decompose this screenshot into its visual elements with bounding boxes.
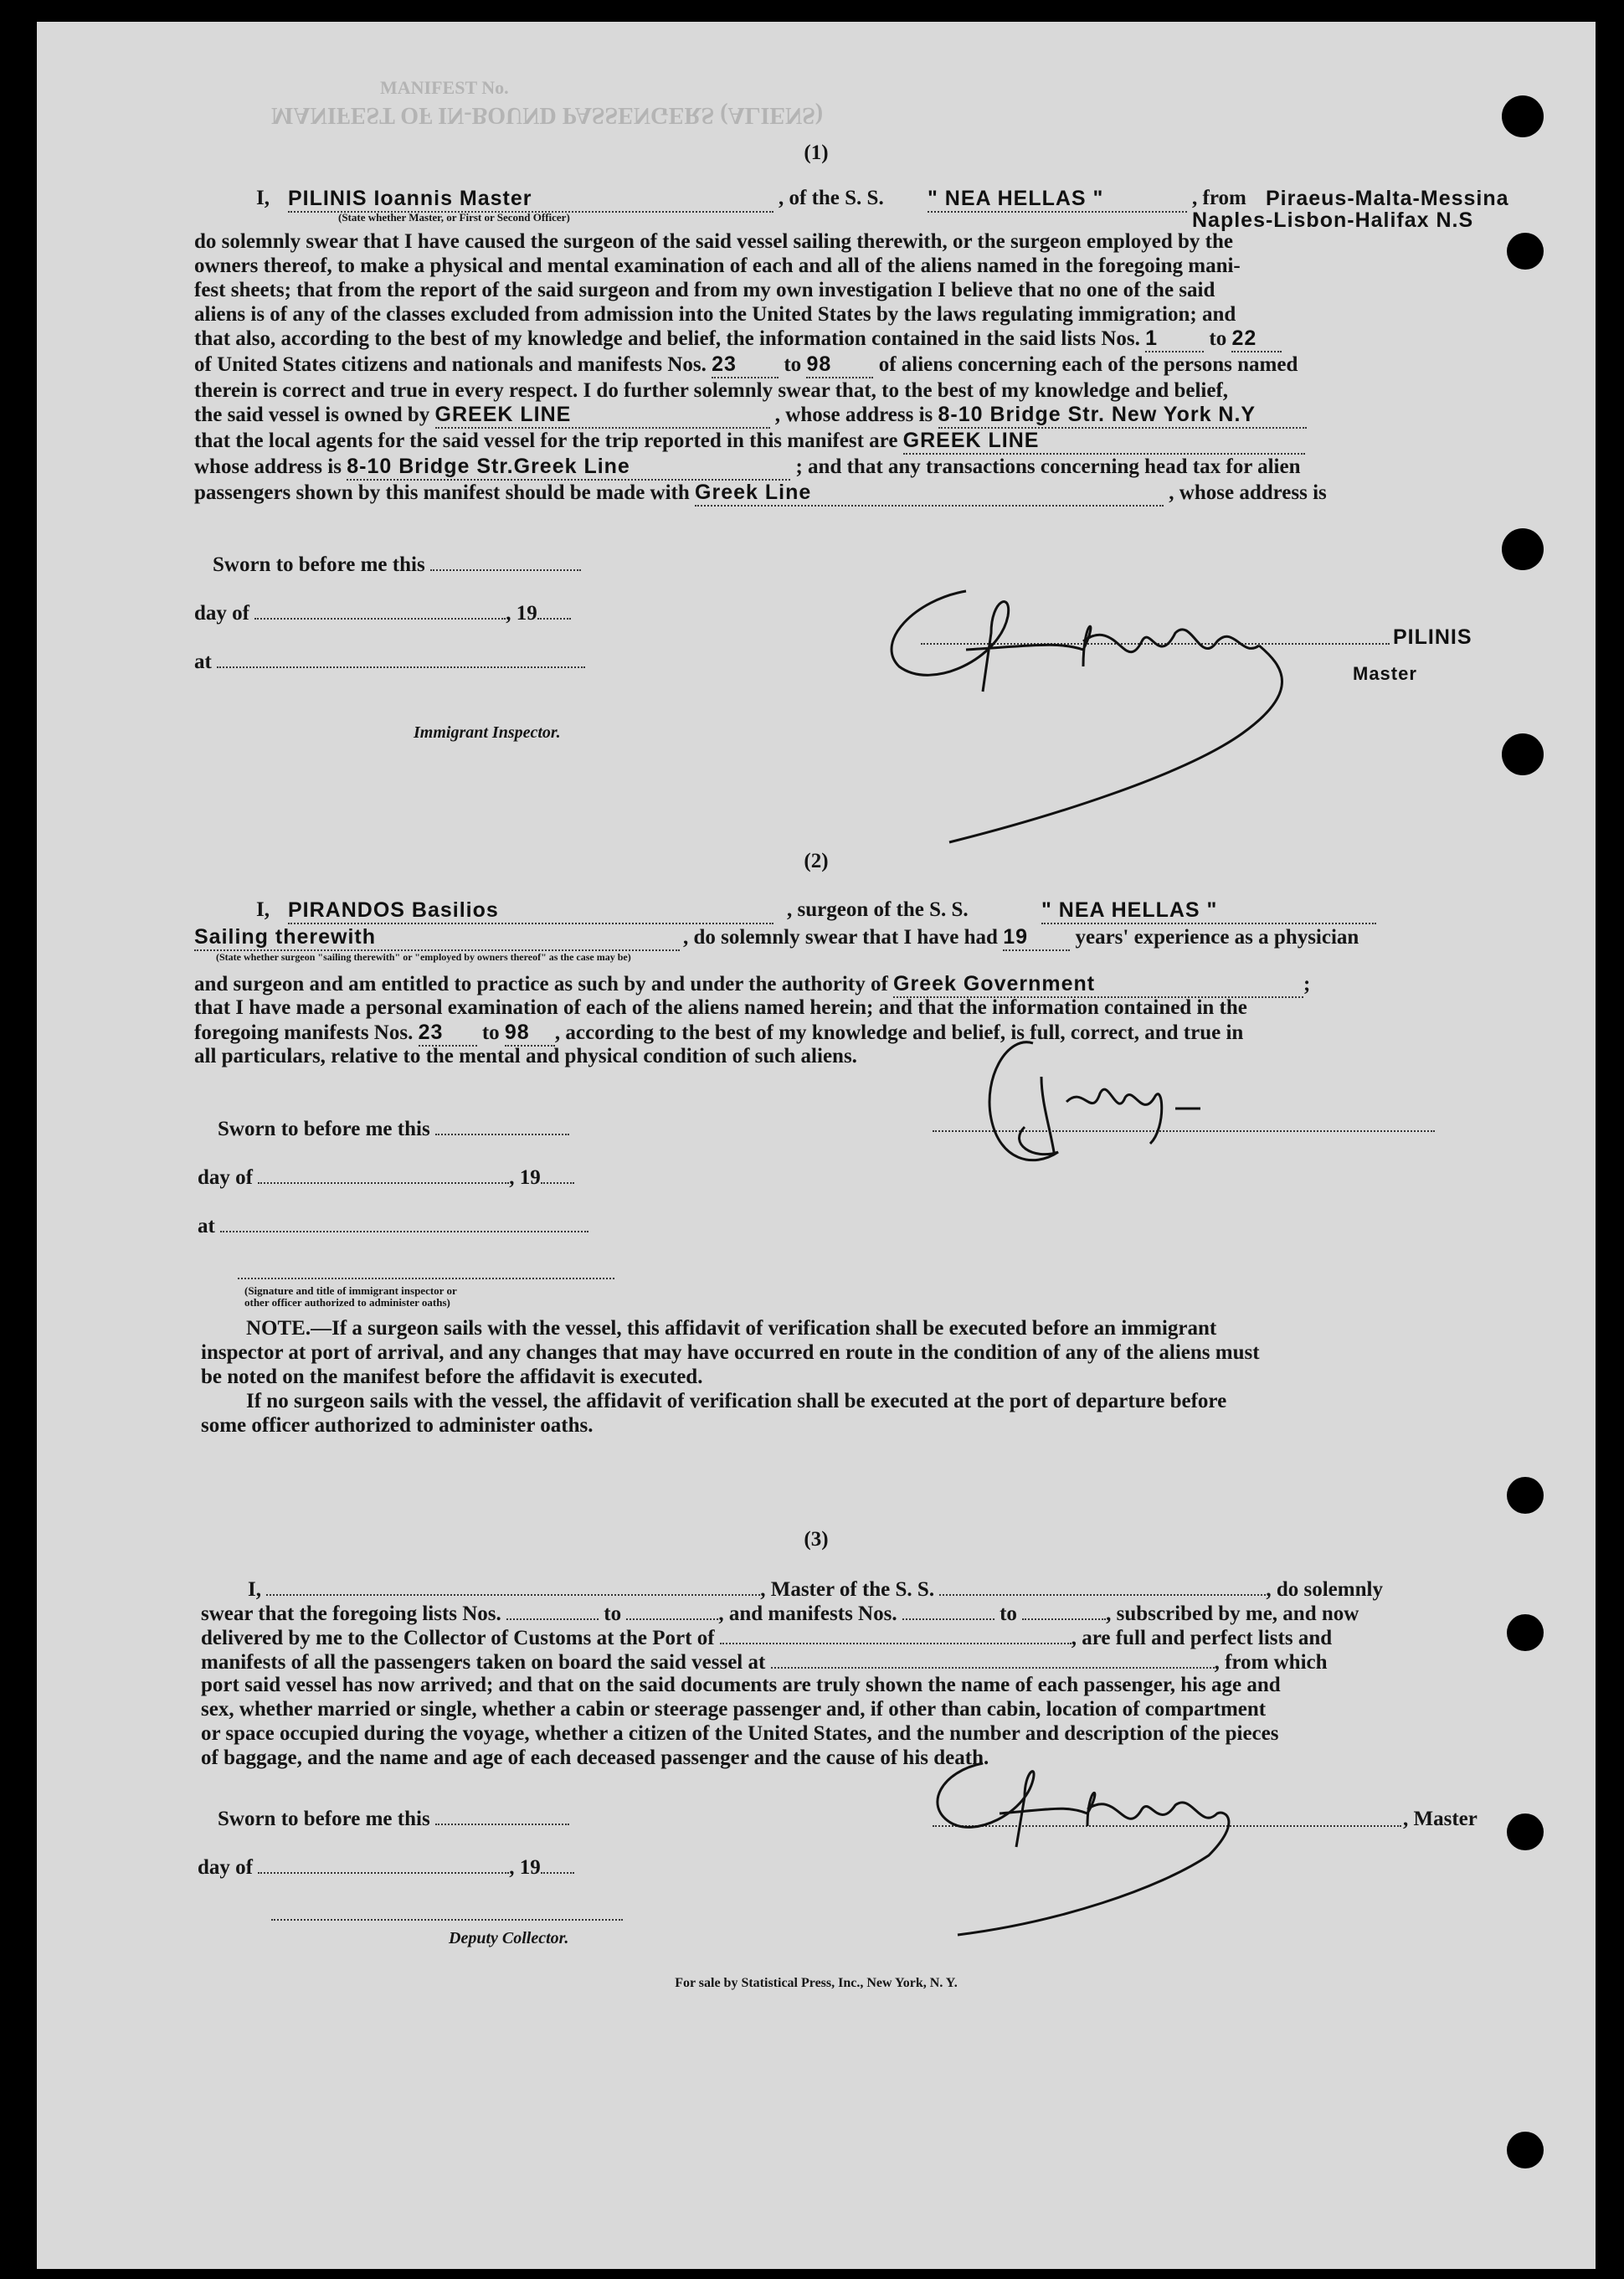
section3-text-8: of baggage, and the name and age of each deceased passenger and the cause of his death. <box>201 1747 989 1769</box>
section3-text-3b: , are full and perfect lists and <box>1071 1627 1333 1649</box>
master-signature-name: PILINIS <box>1393 625 1472 649</box>
master-signature-1 <box>866 566 1334 842</box>
departure-ports-line1: Piraeus-Malta-Messina <box>1266 187 1509 210</box>
section3-number: (3) <box>804 1528 829 1551</box>
note-text-3: be noted on the manifest before the affidavit is executed. <box>201 1366 703 1388</box>
sworn-label-3: Sworn to before me this <box>218 1808 430 1830</box>
section3-master-of: , Master of the S. S. <box>760 1578 935 1601</box>
section3-text-3: delivered by me to the Collector of Customs at the Port of <box>201 1627 715 1649</box>
to-label-2: to <box>481 1021 500 1044</box>
sworn-label-1: Sworn to before me this <box>213 553 425 576</box>
section3-solemnly: , do solemnly <box>1266 1578 1383 1601</box>
section1-text-11: passengers shown by this manifest should be made with <box>194 481 690 504</box>
master-caption: (State whether Master, or First or Second Officer) <box>338 211 570 224</box>
surgeon-of-label: , surgeon of the S. S. <box>787 898 969 921</box>
punch-hole <box>1502 528 1544 570</box>
lists-to-field: 22 <box>1231 327 1282 352</box>
section1-text-8: the said vessel is owned by <box>194 404 430 426</box>
manifest-page: MANIFEST No. MANIFEST OF IN-BOUND PASSENGERS (ALIENS) (1) I, PILINIS Ioannis Master , of the S. S. " NEA HELLAS " , from Piraeus-Malta-Messina (State whether Master, or First or Second Officer) Naples-Lisbon-Halifax N.S do solemnly swear that I have caused the surgeon of the said vessel sailing therewith, or the surgeon employed by the owners thereof, to make a physical and mental examination of each and all of the aliens named in the foregoing mani- fest sheets; that from the report of the said surgeon and from my own investigation I believe that no one of the said aliens is of any of the classes excluded from admission into the United States by the laws regulating immigration; and that also, according to the best of my knowledge and belief, the information contained in the said lists Nos. 1 to 22 of United States citizens and nationals and manifests Nos. 23 to 98 of aliens concerning each of the persons named therein is correct and true in every respect. I do further solemnly swear that, to the best of my knowledge and belief, the said vessel is owned by GREEK LINE , whose address is 8-10 Bridge Str. New York N.Y that the local agents for the said vessel for the trip reported in this manifest are GREEK LINE whose address is 8-10 Bridge Str.Greek Line ; and that any transactions concerning head tax for alien passengers shown by this manifest should be made with Greek Line , whose address is Sworn to before me this day of , 19 at Immigrant Inspector. PILINIS Master (2) I, PIRANDOS Basilios , surgeon of the S. S. " NEA HELLAS " Sailing therewith , do solemnly swear that I have had 19 years' experience as a physician (State whether surgeon "sailing therewith" or "employed by owners thereof" as the case may be) and surgeon and am entitled to practice as such by and under the authority of Greek Government ; that I have made a personal examination of each of the aliens named herein; and that the information contained in the foregoing manifests Nos. 23 to 98 , according to the best of my knowledge and belief, is full, correct, and true in all particulars, relative to the mental and physical condition of such aliens. Sworn to before me this day of , 19 at (Signature and title of immigrant inspector or other officer authorized to administer oaths) NOTE.—If a surgeon sails with the vessel, this affidavit of verification shall be executed before an immigrant inspector at port of arrival, and any changes that may have occurred en route in the condition of any of the aliens must be noted on the manifest before the affidavit is executed. If no surgeon sails with the vessel, the affidavit of verification shall be executed at the port of departure before some officer authorized to administer oaths. (3) I, , Master of the S. S. , do solemnly swear that the foregoing lists Nos. to , and manifests Nos. to , subscribed by me, and now delivered by me to the Collector of Customs at the Port of , are full and perfect lists and manifests of all the passengers taken on board the said vessel at , from which port said vessel has now arrived; and that on the said documents are truly shown the name of each passenger, his age and sex, whether married or single, whether a cabin or steerage passenger and, if other than cabin, location of compartment or space occupied during the voyage, whether a citizen of the United States, and the number and description of the pieces of baggage, and the name and age of each deceased passenger and the cause of his death. Sworn to before me this day of , 19 Deputy Collector. , Master For sale by Statistical Press, Inc., New York, N. Y. <box>37 22 1596 2269</box>
punch-hole <box>1502 95 1544 137</box>
section3-master-label: , Master <box>1403 1808 1478 1830</box>
agents-field: GREEK LINE <box>903 429 1305 455</box>
day-of-label-2: day of <box>198 1166 253 1189</box>
surgeon-status-field: Sailing therewith <box>194 924 680 951</box>
note-text-4: If no surgeon sails with the vessel, the affidavit of verification shall be executed at the port of departure before <box>246 1390 1227 1412</box>
section1-text-11b: , whose address is <box>1169 481 1327 504</box>
lists-from-field: 1 <box>1145 327 1204 352</box>
to-label: to <box>784 353 802 376</box>
sworn-label-2: Sworn to before me this <box>218 1118 430 1140</box>
section3-text-7: or space occupied during the voyage, whether a citizen of the United States, and the number and description of the pieces <box>201 1722 1279 1745</box>
headtax-field: Greek Line <box>695 481 1164 507</box>
address-label: , whose address is <box>774 404 933 426</box>
year-label-2: , 19 <box>509 1166 541 1189</box>
note-text-2: inspector at port of arrival, and any changes that may have occurred en route in the condition of any of the aliens must <box>201 1341 1260 1364</box>
section1-text-10: whose address is <box>194 455 342 478</box>
section1-text-6c: of aliens concerning each of the persons named <box>878 353 1298 376</box>
punch-hole <box>1507 1813 1544 1850</box>
years-experience-field: 19 <box>1003 924 1070 951</box>
officer-caption-2: other officer authorized to administer oaths) <box>244 1296 450 1309</box>
to-label-3: to <box>604 1603 622 1625</box>
immigrant-inspector-caption: Immigrant Inspector. <box>414 723 561 742</box>
surgeon-signature <box>958 1026 1242 1194</box>
to-label: to <box>1209 327 1227 350</box>
punch-hole <box>1507 233 1544 270</box>
section1-text-1: do solemnly swear that I have caused the surgeon of the said vessel sailing therewith, or the surgeon employed by the <box>194 230 1233 253</box>
section3-text-2e: , subscribed by me, and now <box>1106 1603 1359 1625</box>
section3-text-2: swear that the foregoing lists Nos. <box>201 1603 501 1625</box>
section2-text-3: that I have made a personal examination of each of the aliens named herein; and that the information contained in the <box>194 996 1247 1019</box>
section1-text-4: aliens is of any of the classes excluded from admission into the United States by the laws regulating immigration; and <box>194 303 1236 326</box>
officer-caption-1: (Signature and title of immigrant inspector or <box>244 1284 457 1297</box>
section1-text-2: owners thereof, to make a physical and mental examination of each and all of the aliens named in the foregoing mani- <box>194 255 1241 277</box>
section1-text-3: fest sheets; that from the report of the said surgeon and from my own investigation I believe that no one of the said <box>194 279 1215 301</box>
owner-field: GREEK LINE <box>435 403 770 429</box>
departure-ports-line2: Naples-Lisbon-Halifax N.S <box>1192 208 1474 232</box>
punch-hole <box>1502 733 1544 775</box>
agents-address-field: 8-10 Bridge Str.Greek Line <box>347 455 790 481</box>
surgeon-caption: (State whether surgeon "sailing therewith" or "employed by owners thereof" as the case may be) <box>216 951 631 963</box>
section2-text-1: , do solemnly swear that I have had <box>683 926 998 949</box>
section3-text-2c: , and manifests Nos. <box>718 1603 897 1625</box>
punch-hole <box>1507 1477 1544 1514</box>
section2-text-2: and surgeon and am entitled to practice as such by and under the authority of <box>194 973 888 995</box>
manifest-from-field: 23 <box>712 352 779 378</box>
day-of-label-1: day of <box>194 602 249 625</box>
bleed-title: MANIFEST OF IN-BOUND PASSENGERS (ALIENS) <box>271 102 824 128</box>
of-ss-label: , of the S. S. <box>779 187 884 209</box>
section1-text-6: of United States citizens and nationals and manifests Nos. <box>194 353 707 376</box>
note-text-1: NOTE.—If a surgeon sails with the vessel, this affidavit of verification shall be executed before an immigrant <box>246 1317 1217 1340</box>
bleed-manifest-no: MANIFEST No. <box>380 77 509 98</box>
section2-i: I, <box>256 898 270 921</box>
section1-text-5: that also, according to the best of my knowledge and belief, the information contained in the said lists Nos. <box>194 327 1140 350</box>
section3-text-6: sex, whether married or single, whether a cabin or steerage passenger and, if other than cabin, location of compartment <box>201 1698 1267 1721</box>
authority-field: Greek Government <box>893 971 1303 998</box>
section3-text-4b: , from which <box>1214 1651 1328 1674</box>
vessel-name-field-2: " NEA HELLAS " <box>1041 898 1376 924</box>
to-label-4: to <box>1000 1603 1017 1625</box>
section2-number: (2) <box>804 850 829 872</box>
from-label: , from <box>1192 187 1246 209</box>
section1-text-7: therein is correct and true in every respect. I do further solemnly swear that, to the best of my knowledge and belief, <box>194 379 1229 402</box>
owner-address-field: 8-10 Bridge Str. New York N.Y <box>938 403 1307 429</box>
surgeon-name-field: PIRANDOS Basilios <box>288 898 773 924</box>
section1-text-9: that the local agents for the said vessel for the trip reported in this manifest are <box>194 430 898 452</box>
section2-text-4: foregoing manifests Nos. <box>194 1021 414 1044</box>
manifest-from-field-2: 23 <box>419 1020 477 1047</box>
section1-number: (1) <box>804 141 829 164</box>
master-signature-title: Master <box>1353 663 1417 684</box>
section3-text-5: port said vessel has now arrived; and that on the said documents are truly shown the name of each passenger, his age and <box>201 1674 1281 1696</box>
section2-text-4c: , according to the best of my knowledge and belief, is full, correct, and true in <box>554 1021 1244 1044</box>
deputy-collector-caption: Deputy Collector. <box>449 1929 569 1947</box>
section1-i: I, <box>256 187 270 209</box>
year-label-1: , 19 <box>506 602 537 625</box>
day-of-label-3: day of <box>198 1856 253 1879</box>
manifest-to-field: 98 <box>806 352 873 378</box>
section2-text-5: all particulars, relative to the mental and physical condition of such aliens. <box>194 1045 857 1067</box>
note-text-5: some officer authorized to administer oaths. <box>201 1414 594 1437</box>
master-name-field: PILINIS Ioannis Master <box>288 186 773 213</box>
section3-text-4: manifests of all the passengers taken on board the said vessel at <box>201 1651 766 1674</box>
master-signature-2 <box>907 1747 1309 1939</box>
section2-text-1b: years' experience as a physician <box>1075 926 1359 949</box>
section3-i: I, <box>248 1578 261 1601</box>
at-label-1: at <box>194 651 212 673</box>
manifest-to-field-2: 98 <box>505 1020 555 1047</box>
printer-footer: For sale by Statistical Press, Inc., New York, N. Y. <box>675 1976 958 1990</box>
at-label-2: at <box>198 1215 215 1237</box>
punch-hole <box>1507 1614 1544 1651</box>
year-label-3: , 19 <box>509 1856 541 1879</box>
punch-hole <box>1507 2132 1544 2168</box>
section1-text-10b: ; and that any transactions concerning head tax for alien <box>795 455 1301 478</box>
vessel-name-field: " NEA HELLAS " <box>928 186 1187 213</box>
